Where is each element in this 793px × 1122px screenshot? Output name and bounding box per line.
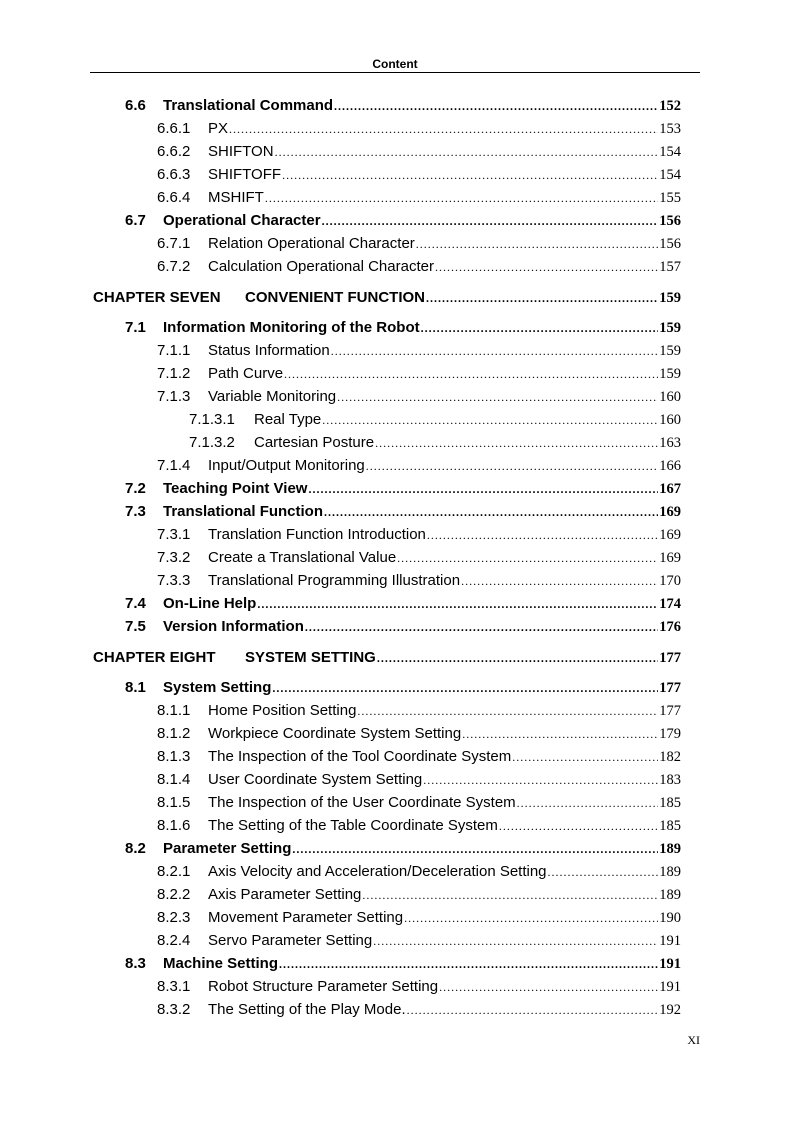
toc-entry-number: 7.1.3 [157, 388, 191, 405]
toc-entry-title: Version Information [163, 618, 304, 635]
toc-entry-number: 8.1.4 [157, 771, 191, 788]
toc-entry[interactable] [157, 975, 681, 998]
toc-entry-title: Robot Structure Parameter Setting [208, 978, 439, 995]
toc-entry-page: 159 [659, 290, 681, 306]
toc-entry-number: 7.1.4 [157, 457, 191, 474]
toc-entry[interactable] [189, 431, 681, 454]
toc-entry-number: 7.3 [125, 503, 146, 520]
toc-entry-number: 8.1.5 [157, 794, 191, 811]
toc-entry-number: 7.3.2 [157, 549, 191, 566]
toc-entry[interactable] [157, 745, 681, 768]
dot-leader [548, 861, 659, 884]
toc-entry-number: 8.2.2 [157, 886, 191, 903]
dot-leader [377, 647, 658, 670]
dot-leader [322, 210, 659, 233]
toc-entry-title: SHIFTOFF [208, 166, 282, 183]
dot-leader [499, 815, 658, 838]
dot-leader [265, 187, 658, 210]
toc-entry-number: 8.2.4 [157, 932, 191, 949]
dot-leader [337, 386, 658, 409]
toc-entry-title: Create a Translational Value [208, 549, 397, 566]
toc-entry-page: 159 [659, 343, 681, 359]
toc-entry-title: Axis Velocity and Acceleration/Deceleration Setting [208, 863, 547, 880]
dot-leader [305, 616, 658, 639]
toc-entry-title: Translation Function Introduction [208, 526, 426, 543]
toc-entry-title: SHIFTON [208, 143, 274, 160]
toc-entry-page: 160 [659, 389, 681, 405]
dot-leader [421, 317, 659, 340]
toc-entry-page: 177 [659, 680, 681, 696]
toc-entry-page: 169 [659, 504, 681, 520]
toc-entry-number: 8.1.1 [157, 702, 191, 719]
toc-entry-number: 8.1.6 [157, 817, 191, 834]
toc-entry-title: Axis Parameter Setting [208, 886, 362, 903]
toc-entry[interactable] [157, 362, 681, 385]
dot-leader [423, 769, 658, 792]
toc-entry[interactable] [157, 385, 681, 408]
dot-leader [435, 256, 658, 279]
toc-entry-number: 7.5 [125, 618, 146, 635]
dot-leader [284, 363, 658, 386]
toc-entry-title: Machine Setting [163, 955, 279, 972]
toc-entry-number: CHAPTER SEVEN [93, 289, 221, 306]
toc-entry-page: 157 [659, 259, 681, 275]
toc-entry[interactable] [157, 163, 681, 186]
toc-entry-number: CHAPTER EIGHT [93, 649, 216, 666]
toc-entry[interactable] [125, 952, 681, 975]
dot-leader [373, 930, 658, 953]
toc-entry-page: 169 [659, 550, 681, 566]
toc-entry-title: Translational Command [163, 97, 334, 114]
dot-leader [366, 455, 658, 478]
toc-entry-title: Calculation Operational Character [208, 258, 434, 275]
toc-entry-number: 7.1.2 [157, 365, 191, 382]
toc-entry-page: 174 [659, 596, 681, 612]
toc-entry-title: Variable Monitoring [208, 388, 337, 405]
dot-leader [416, 233, 658, 256]
toc-entry-title: Input/Output Monitoring [208, 457, 365, 474]
toc-entry-page: 170 [659, 573, 681, 589]
toc-entry-number: 7.1.1 [157, 342, 191, 359]
dot-leader [407, 999, 659, 1022]
toc-entry[interactable] [125, 592, 681, 615]
dot-leader [397, 547, 658, 570]
toc-entry[interactable] [157, 768, 681, 791]
toc-entry-number: 8.1.3 [157, 748, 191, 765]
toc-entry-page: 159 [659, 320, 681, 336]
toc-entry-title: Servo Parameter Setting [208, 932, 373, 949]
toc-entry-page: 182 [659, 749, 681, 765]
dot-leader [279, 953, 658, 976]
toc-entry-page: 190 [659, 910, 681, 926]
toc-entry-title: Path Curve [208, 365, 284, 382]
toc-entry-number: 8.3.2 [157, 1001, 191, 1018]
toc-entry-title: Parameter Setting [163, 840, 292, 857]
toc-entry-page: 155 [659, 190, 681, 206]
dot-leader [324, 501, 658, 524]
dot-leader [334, 95, 658, 118]
toc-entry-title: On-Line Help [163, 595, 257, 612]
toc-entry-title: Real Type [254, 411, 322, 428]
toc-entry[interactable] [157, 339, 681, 362]
toc-entry[interactable] [125, 615, 681, 638]
toc-entry-page: 156 [659, 236, 681, 252]
toc-entry[interactable] [157, 255, 681, 278]
toc-entry[interactable] [157, 186, 681, 209]
toc-entry-page: 169 [659, 527, 681, 543]
toc-entry-title: System Setting [163, 679, 272, 696]
toc-entry-title: User Coordinate System Setting [208, 771, 423, 788]
dot-leader [427, 524, 658, 547]
dot-leader [229, 118, 658, 141]
toc-entry-number: 6.6.2 [157, 143, 191, 160]
toc-entry-page: 153 [659, 121, 681, 137]
toc-entry[interactable] [125, 676, 681, 699]
toc-entry-title: The Setting of the Play Mode. [208, 1001, 406, 1018]
toc-entry[interactable] [125, 94, 681, 117]
toc-entry[interactable] [125, 500, 681, 523]
toc-entry-number: 6.6.1 [157, 120, 191, 137]
toc-entry[interactable] [157, 791, 681, 814]
toc-entry[interactable] [157, 906, 681, 929]
toc-entry[interactable] [157, 860, 681, 883]
toc-chapter-entry[interactable] [93, 286, 681, 309]
toc-entry-title: MSHIFT [208, 189, 264, 206]
dot-leader [308, 478, 658, 501]
toc-entry-number: 7.1.3.1 [189, 411, 235, 428]
dot-leader [404, 907, 658, 930]
dot-leader [257, 593, 658, 616]
toc-entry-number: 6.7.1 [157, 235, 191, 252]
toc-entry-number: 8.2 [125, 840, 146, 857]
dot-leader [282, 164, 658, 187]
toc-entry[interactable] [157, 699, 681, 722]
toc-entry-page: 156 [659, 213, 681, 229]
toc-entry[interactable] [189, 408, 681, 431]
toc-entry-title: Home Position Setting [208, 702, 357, 719]
dot-leader [331, 340, 659, 363]
toc-entry-page: 167 [659, 481, 681, 497]
toc-entry-page: 191 [659, 956, 681, 972]
toc-entry-page: 191 [659, 933, 681, 949]
toc-entry[interactable] [157, 117, 681, 140]
toc-entry-title: CONVENIENT FUNCTION [245, 289, 425, 306]
toc-entry-title: The Inspection of the Tool Coordinate System [208, 748, 512, 765]
dot-leader [357, 700, 658, 723]
toc-entry-title: Translational Programming Illustration [208, 572, 461, 589]
toc-entry-number: 6.6 [125, 97, 146, 114]
dot-leader [517, 792, 659, 815]
page-header-title: Content [372, 57, 418, 71]
toc-entry-page: 166 [659, 458, 681, 474]
toc-entry-number: 6.6.3 [157, 166, 191, 183]
toc-entry-number: 7.3.3 [157, 572, 191, 589]
dot-leader [375, 432, 658, 455]
toc-entry-number: 7.4 [125, 595, 146, 612]
header-rule [90, 72, 700, 73]
toc-entry-title: Cartesian Posture [254, 434, 375, 451]
toc-entry-page: 159 [659, 366, 681, 382]
toc-entry-page: 152 [659, 98, 681, 114]
toc-entry-number: 8.3.1 [157, 978, 191, 995]
dot-leader [462, 723, 658, 746]
page-number: XI [687, 1033, 700, 1047]
toc-entry-page: 154 [659, 167, 681, 183]
toc-entry-number: 6.7.2 [157, 258, 191, 275]
toc-entry-page: 192 [659, 1002, 681, 1018]
toc-entry-number: 7.1.3.2 [189, 434, 235, 451]
toc-entry-title: Status Information [208, 342, 330, 359]
toc-entry-page: 176 [659, 619, 681, 635]
toc-entry-page: 177 [659, 703, 681, 719]
toc-entry-page: 179 [659, 726, 681, 742]
toc-entry[interactable] [157, 722, 681, 745]
toc-entry[interactable] [125, 209, 681, 232]
toc-entry-page: 189 [659, 887, 681, 903]
toc-entry[interactable] [157, 140, 681, 163]
dot-leader [512, 746, 658, 769]
toc-entry-title: The Setting of the Table Coordinate System [208, 817, 498, 834]
toc-entry-number: 7.1 [125, 319, 146, 336]
toc-entry-page: 189 [659, 864, 681, 880]
toc-entry-title: Operational Character [163, 212, 321, 229]
toc-entry-number: 6.7 [125, 212, 146, 229]
toc-entry[interactable] [125, 837, 681, 860]
toc-entry-title: The Inspection of the User Coordinate System [208, 794, 516, 811]
toc-entry[interactable] [157, 883, 681, 906]
toc-entry[interactable] [157, 454, 681, 477]
toc-entry[interactable] [157, 523, 681, 546]
toc-entry-title: SYSTEM SETTING [245, 649, 376, 666]
toc-entry-title: Movement Parameter Setting [208, 909, 404, 926]
toc-entry-page: 185 [659, 795, 681, 811]
toc-entry-title: Teaching Point View [163, 480, 308, 497]
toc-entry[interactable] [157, 569, 681, 592]
dot-leader [292, 838, 658, 861]
toc-entry-number: 7.3.1 [157, 526, 191, 543]
toc-entry-number: 8.1.2 [157, 725, 191, 742]
toc-entry-number: 7.2 [125, 480, 146, 497]
toc-entry-number: 8.1 [125, 679, 146, 696]
toc-entry-number: 8.3 [125, 955, 146, 972]
dot-leader [426, 287, 658, 310]
toc-entry-page: 191 [659, 979, 681, 995]
toc-entry-page: 189 [659, 841, 681, 857]
toc-entry-number: 8.2.1 [157, 863, 191, 880]
toc-entry[interactable] [125, 316, 681, 339]
toc-entry-page: 185 [659, 818, 681, 834]
dot-leader [439, 976, 658, 999]
toc-chapter-entry[interactable] [93, 646, 681, 669]
toc-entry-page: 183 [659, 772, 681, 788]
toc-entry[interactable] [157, 998, 681, 1021]
toc-entry[interactable] [157, 546, 681, 569]
dot-leader [272, 677, 658, 700]
toc-entry-page: 163 [659, 435, 681, 451]
toc-entry[interactable] [125, 477, 681, 500]
toc-entry-page: 160 [659, 412, 681, 428]
toc-entry-number: 6.6.4 [157, 189, 191, 206]
toc-entry[interactable] [157, 929, 681, 952]
dot-leader [461, 570, 658, 593]
toc-entry-number: 8.2.3 [157, 909, 191, 926]
toc-entry-title: Translational Function [163, 503, 324, 520]
toc-entry[interactable] [157, 232, 681, 255]
toc-entry-title: Relation Operational Character [208, 235, 415, 252]
toc-entry-title: Workpiece Coordinate System Setting [208, 725, 462, 742]
toc-entry[interactable] [157, 814, 681, 837]
dot-leader [275, 141, 659, 164]
dot-leader [322, 409, 658, 432]
toc-entry-title: PX [208, 120, 229, 137]
toc-entry-title: Information Monitoring of the Robot [163, 319, 420, 336]
dot-leader [362, 884, 658, 907]
toc-entry-page: 154 [659, 144, 681, 160]
toc-entry-page: 177 [659, 650, 681, 666]
